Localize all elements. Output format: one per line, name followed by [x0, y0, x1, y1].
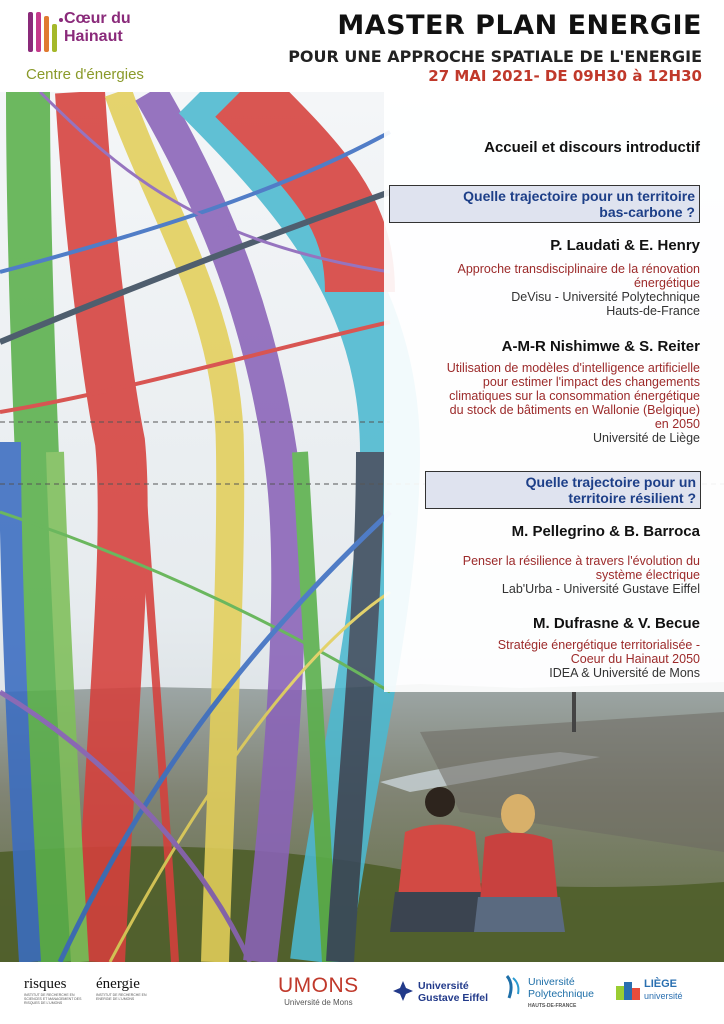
talk-4-topic: Stratégie énergétique territorialisée - Coeur du Hainaut 2050: [497, 638, 700, 666]
page-title: MASTER PLAN ENERGIE: [337, 10, 702, 41]
gustave-eiffel-icon: [392, 980, 414, 1002]
talk-4-speakers: M. Dufrasne & V. Becue: [533, 615, 700, 632]
footer-logos: risques INSTITUT DE RECHERCHE EN SCIENCES ET MANAGEMENT DES RISQUES DE L'UMONS énergie INSTITUT DE RECHERCHE EN ENERGIE DE L'UMONS UMONS Université de Mons Université Gustave Eiffel Université Polytechnique HAUTS-DE-FRANCE LIÈGE université: [0, 962, 724, 1024]
header: [0, 0, 724, 92]
talk-1-topic: Approche transdisciplinaire de la rénovation énergétique: [457, 262, 700, 290]
energie-logo: énergie INSTITUT DE RECHERCHE EN ENERGIE DE L'UMONS: [96, 976, 147, 1001]
talk-4-org: IDEA & Université de Mons: [549, 666, 700, 680]
risques-logo: risques INSTITUT DE RECHERCHE EN SCIENCES ET MANAGEMENT DES RISQUES DE L'UMONS: [24, 976, 82, 1005]
chimney: [572, 692, 576, 732]
intro-session: Accueil et discours introductif: [484, 139, 700, 156]
talk-3-speakers: M. Pellegrino & B. Barroca: [511, 523, 700, 540]
talk-3: [463, 523, 700, 596]
logo-bars-icon: [26, 8, 66, 52]
logo-name: Cœur du Hainaut: [64, 10, 131, 45]
logo-subtitle: Centre d'énergies: [26, 66, 144, 83]
talk-1-speakers: P. Laudati & E. Henry: [550, 237, 700, 254]
page-subtitle: POUR UNE APPROCHE SPATIALE DE L'ENERGIE: [288, 47, 702, 66]
question-2-box: [425, 471, 701, 509]
talk-1: [457, 237, 700, 318]
question-1-box: [389, 185, 700, 223]
question-1-line1: Quelle trajectoire pour un territoire: [463, 188, 695, 204]
talk-2-speakers: A-M-R Nishimwe & S. Reiter: [501, 338, 700, 355]
uphf-icon: [504, 974, 524, 1000]
talk-2: [447, 338, 700, 445]
talk-2-org: Université de Liège: [592, 431, 700, 445]
talk-3-org: Lab'Urba - Université Gustave Eiffel: [501, 582, 700, 596]
event-date: 27 MAI 2021- DE 09H30 à 12H30: [428, 67, 702, 85]
coeur-du-hainaut-logo: [26, 8, 176, 88]
talk-2-topic: Utilisation de modèles d'intelligence artificielle pour estimer l'impact des changements climatiques sur la consommation énergétique du stock de bâtiments en Wallonie (Belgique) en 2050: [446, 361, 700, 431]
question-2-line2: territoire résilient ?: [568, 490, 696, 506]
question-2-line1: Quelle trajectoire pour un: [525, 474, 696, 490]
talk-3-topic: Penser la résilience à travers l'évolution du système électrique: [462, 554, 700, 582]
question-1-line2: bas-carbone ?: [599, 204, 695, 220]
liege-icon: [616, 978, 640, 1002]
umons-logo: UMONS Université de Mons: [278, 974, 359, 1007]
talk-1-org: DeVisu - Université Polytechnique Hauts-de-France: [511, 290, 700, 318]
talk-4: [498, 615, 700, 680]
